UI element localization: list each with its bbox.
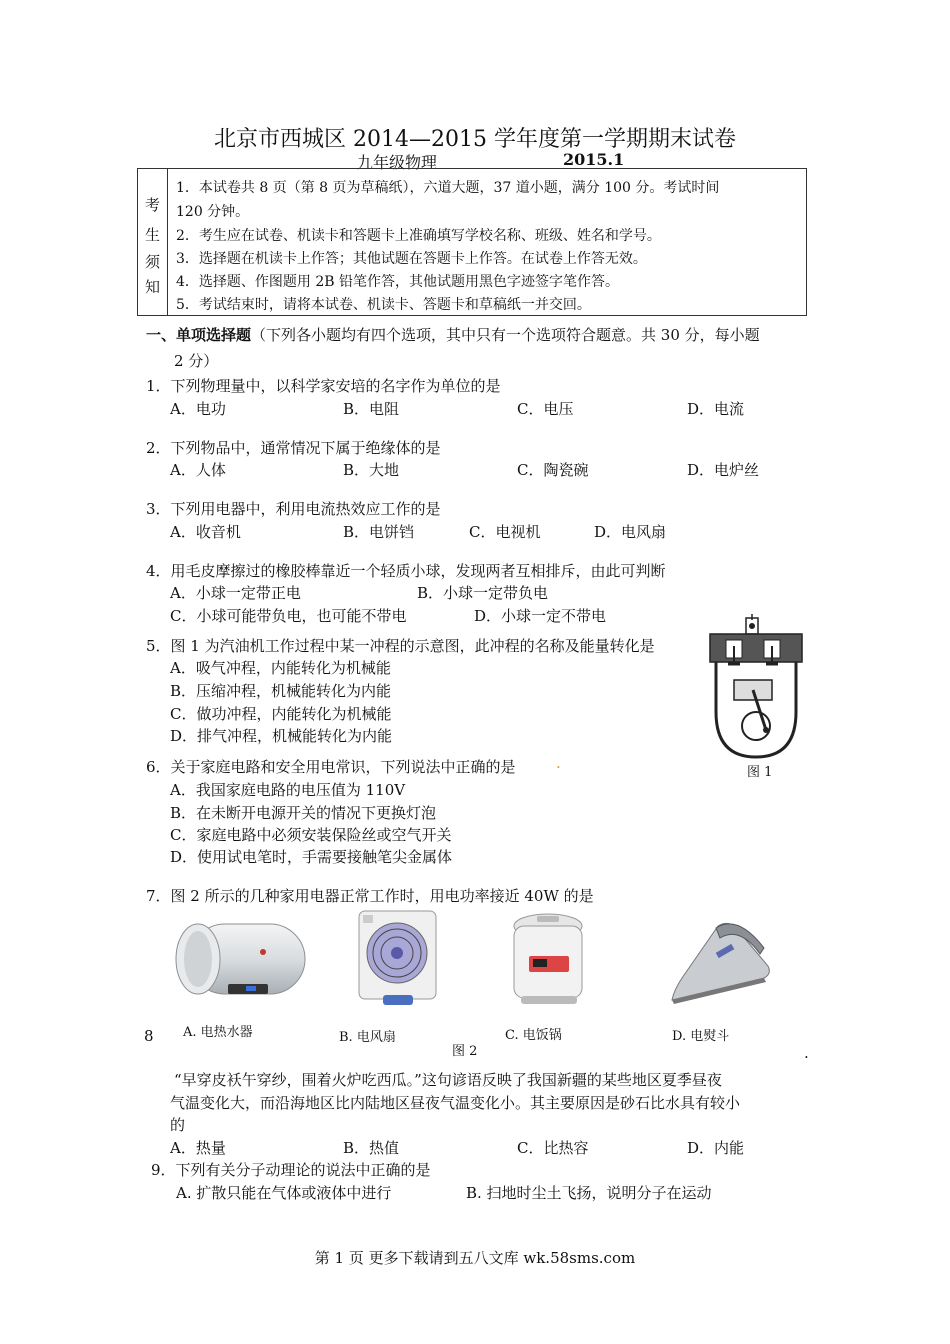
stem-mark: . bbox=[556, 754, 561, 772]
notice-line: 5．考试结束时，请将本试卷、机读卡、答题卡和草稿纸一并交回。 bbox=[176, 297, 591, 313]
option-a: A．热量 bbox=[170, 1139, 226, 1157]
option-b: B．大地 bbox=[343, 461, 400, 479]
page-title: 北京市西城区 2014—2015 学年度第一学期期末试卷 bbox=[214, 127, 736, 152]
option-a: A．我国家庭电路的电压值为 110V bbox=[170, 781, 406, 799]
question-stem: 2．下列物品中，通常情况下属于绝缘体的是 bbox=[146, 439, 441, 457]
option-c: C．做功冲程，内能转化为机械能 bbox=[170, 705, 392, 723]
notice-side-char: 生 bbox=[145, 226, 161, 244]
option-d: D．内能 bbox=[687, 1139, 745, 1157]
question-stem: 1．下列物理量中，以科学家安培的名字作为单位的是 bbox=[146, 377, 501, 395]
figure-label-d: D. 电熨斗 bbox=[672, 1029, 730, 1044]
option-c: C．电视机 bbox=[469, 523, 541, 541]
section-desc-cont: 2 分） bbox=[174, 352, 219, 370]
option-b: B．电阻 bbox=[343, 400, 400, 418]
option-a: A．小球一定带正电 bbox=[170, 584, 301, 602]
water-heater-icon bbox=[168, 916, 311, 1008]
notice-side-char: 考 bbox=[145, 196, 161, 214]
option-b: B．在未断开电源开关的情况下更换灯泡 bbox=[170, 804, 437, 822]
option-c: C．比热容 bbox=[517, 1139, 589, 1157]
question-stem-cont: 气温变化大，而沿海地区比内陆地区昼夜气温变化小。其主要原因是砂石比水具有较小 bbox=[170, 1094, 741, 1112]
notice-line: 3．选择题在机读卡上作答；其他试题在答题卡上作答。在试卷上作答无效。 bbox=[176, 251, 647, 267]
section-desc: （下列各小题均有四个选项，其中只有一个选项符合题意。共 30 分，每小题 bbox=[251, 326, 760, 344]
option-d: D．电炉丝 bbox=[687, 461, 760, 479]
option-c: C．陶瓷碗 bbox=[517, 461, 589, 479]
question-stem: 5．图 1 为汽油机工作过程中某一冲程的示意图，此冲程的名称及能量转化是 bbox=[146, 637, 655, 655]
figure-label-c: C. 电饭锅 bbox=[505, 1028, 562, 1043]
figure-1-caption: 图 1 bbox=[747, 765, 773, 780]
figure-label-b: B. 电风扇 bbox=[339, 1030, 396, 1045]
figure-label-a: A. 电热水器 bbox=[183, 1025, 253, 1040]
notice-side-char: 知 bbox=[145, 278, 161, 296]
notice-line: 4．选择题、作图题用 2B 铅笔作答，其他试题用黑色字迹签字笔作答。 bbox=[176, 274, 620, 290]
question-stem-cont: 的 bbox=[170, 1116, 186, 1134]
question-stem: 7．图 2 所示的几种家用电器正常工作时，用电功率接近 40W 的是 bbox=[146, 887, 594, 905]
option-b: B. 扫地时尘土飞扬，说明分子在运动 bbox=[466, 1184, 712, 1202]
question-stem: 3．下列用电器中，利用电流热效应工作的是 bbox=[146, 500, 441, 518]
section-title: 一、单项选择题 bbox=[146, 326, 252, 344]
notice-box bbox=[137, 168, 807, 316]
notice-line: 120 分钟。 bbox=[176, 204, 250, 220]
question-stem: 9．下列有关分子动理论的说法中正确的是 bbox=[151, 1161, 431, 1179]
figure-2-caption: 图 2 bbox=[452, 1044, 478, 1059]
grade-subject: 九年级物理 bbox=[357, 153, 438, 172]
notice-line: 1．本试卷共 8 页（第 8 页为草稿纸），六道大题，37 道小题，满分 100 分。考试时间 bbox=[176, 180, 720, 196]
question-stem: 6．关于家庭电路和安全用电常识，下列说法中正确的是 bbox=[146, 758, 516, 776]
engine-diagram-figure bbox=[704, 612, 808, 760]
option-b: B．压缩冲程，机械能转化为内能 bbox=[170, 682, 392, 700]
notice-side-label bbox=[138, 169, 168, 315]
option-c: C．电压 bbox=[517, 400, 574, 418]
notice-line: 2．考生应在试卷、机读卡和答题卡上准确填写学校名称、班级、姓名和学号。 bbox=[176, 228, 661, 244]
question-stem: “早穿皮袄午穿纱，围着火炉吃西瓜。”这句谚语反映了我国新疆的某些地区夏季昼夜 bbox=[174, 1071, 722, 1089]
option-c: C．小球可能带负电，也可能不带电 bbox=[170, 607, 407, 625]
option-d: D．排气冲程，机械能转化为内能 bbox=[170, 727, 393, 745]
rice-cooker-image bbox=[509, 910, 588, 1009]
option-d: D．电风扇 bbox=[594, 523, 667, 541]
exam-date: 2015.1 bbox=[563, 150, 625, 169]
page-footer: 第 1 页 更多下载请到五八文库 wk.58sms.com bbox=[314, 1249, 636, 1267]
option-b: B．电饼铛 bbox=[343, 523, 415, 541]
question-stem: 4．用毛皮摩擦过的橡胶棒靠近一个轻质小球，发现两者互相排斥，由此可判断 bbox=[146, 562, 666, 580]
option-b: B．小球一定带负电 bbox=[417, 584, 549, 602]
option-a: A．人体 bbox=[170, 461, 226, 479]
option-c: C．家庭电路中必须安装保险丝或空气开关 bbox=[170, 826, 452, 844]
option-d: D．小球一定不带电 bbox=[474, 607, 607, 625]
option-a: A. 扩散只能在气体或液体中进行 bbox=[176, 1184, 392, 1202]
iron-image bbox=[668, 908, 774, 1007]
rice-cooker-icon bbox=[509, 910, 588, 1009]
option-a: A．收音机 bbox=[170, 523, 241, 541]
clothes-iron-icon bbox=[668, 908, 774, 1007]
option-a: A．吸气冲程，内能转化为机械能 bbox=[170, 659, 391, 677]
electric-fan-image bbox=[355, 909, 440, 1010]
section-heading bbox=[146, 324, 760, 345]
notice-side-char: 须 bbox=[145, 253, 161, 271]
option-d: D．电流 bbox=[687, 400, 745, 418]
q8-dot: . bbox=[804, 1044, 809, 1062]
box-fan-icon bbox=[355, 909, 440, 1010]
q8-number: 8 bbox=[144, 1027, 154, 1045]
engine-diagram-icon bbox=[704, 612, 808, 760]
option-b: B．热值 bbox=[343, 1139, 400, 1157]
option-d: D．使用试电笔时，手需要接触笔尖金属体 bbox=[170, 848, 453, 866]
option-a: A．电功 bbox=[170, 400, 226, 418]
water-heater-image bbox=[168, 916, 311, 1008]
